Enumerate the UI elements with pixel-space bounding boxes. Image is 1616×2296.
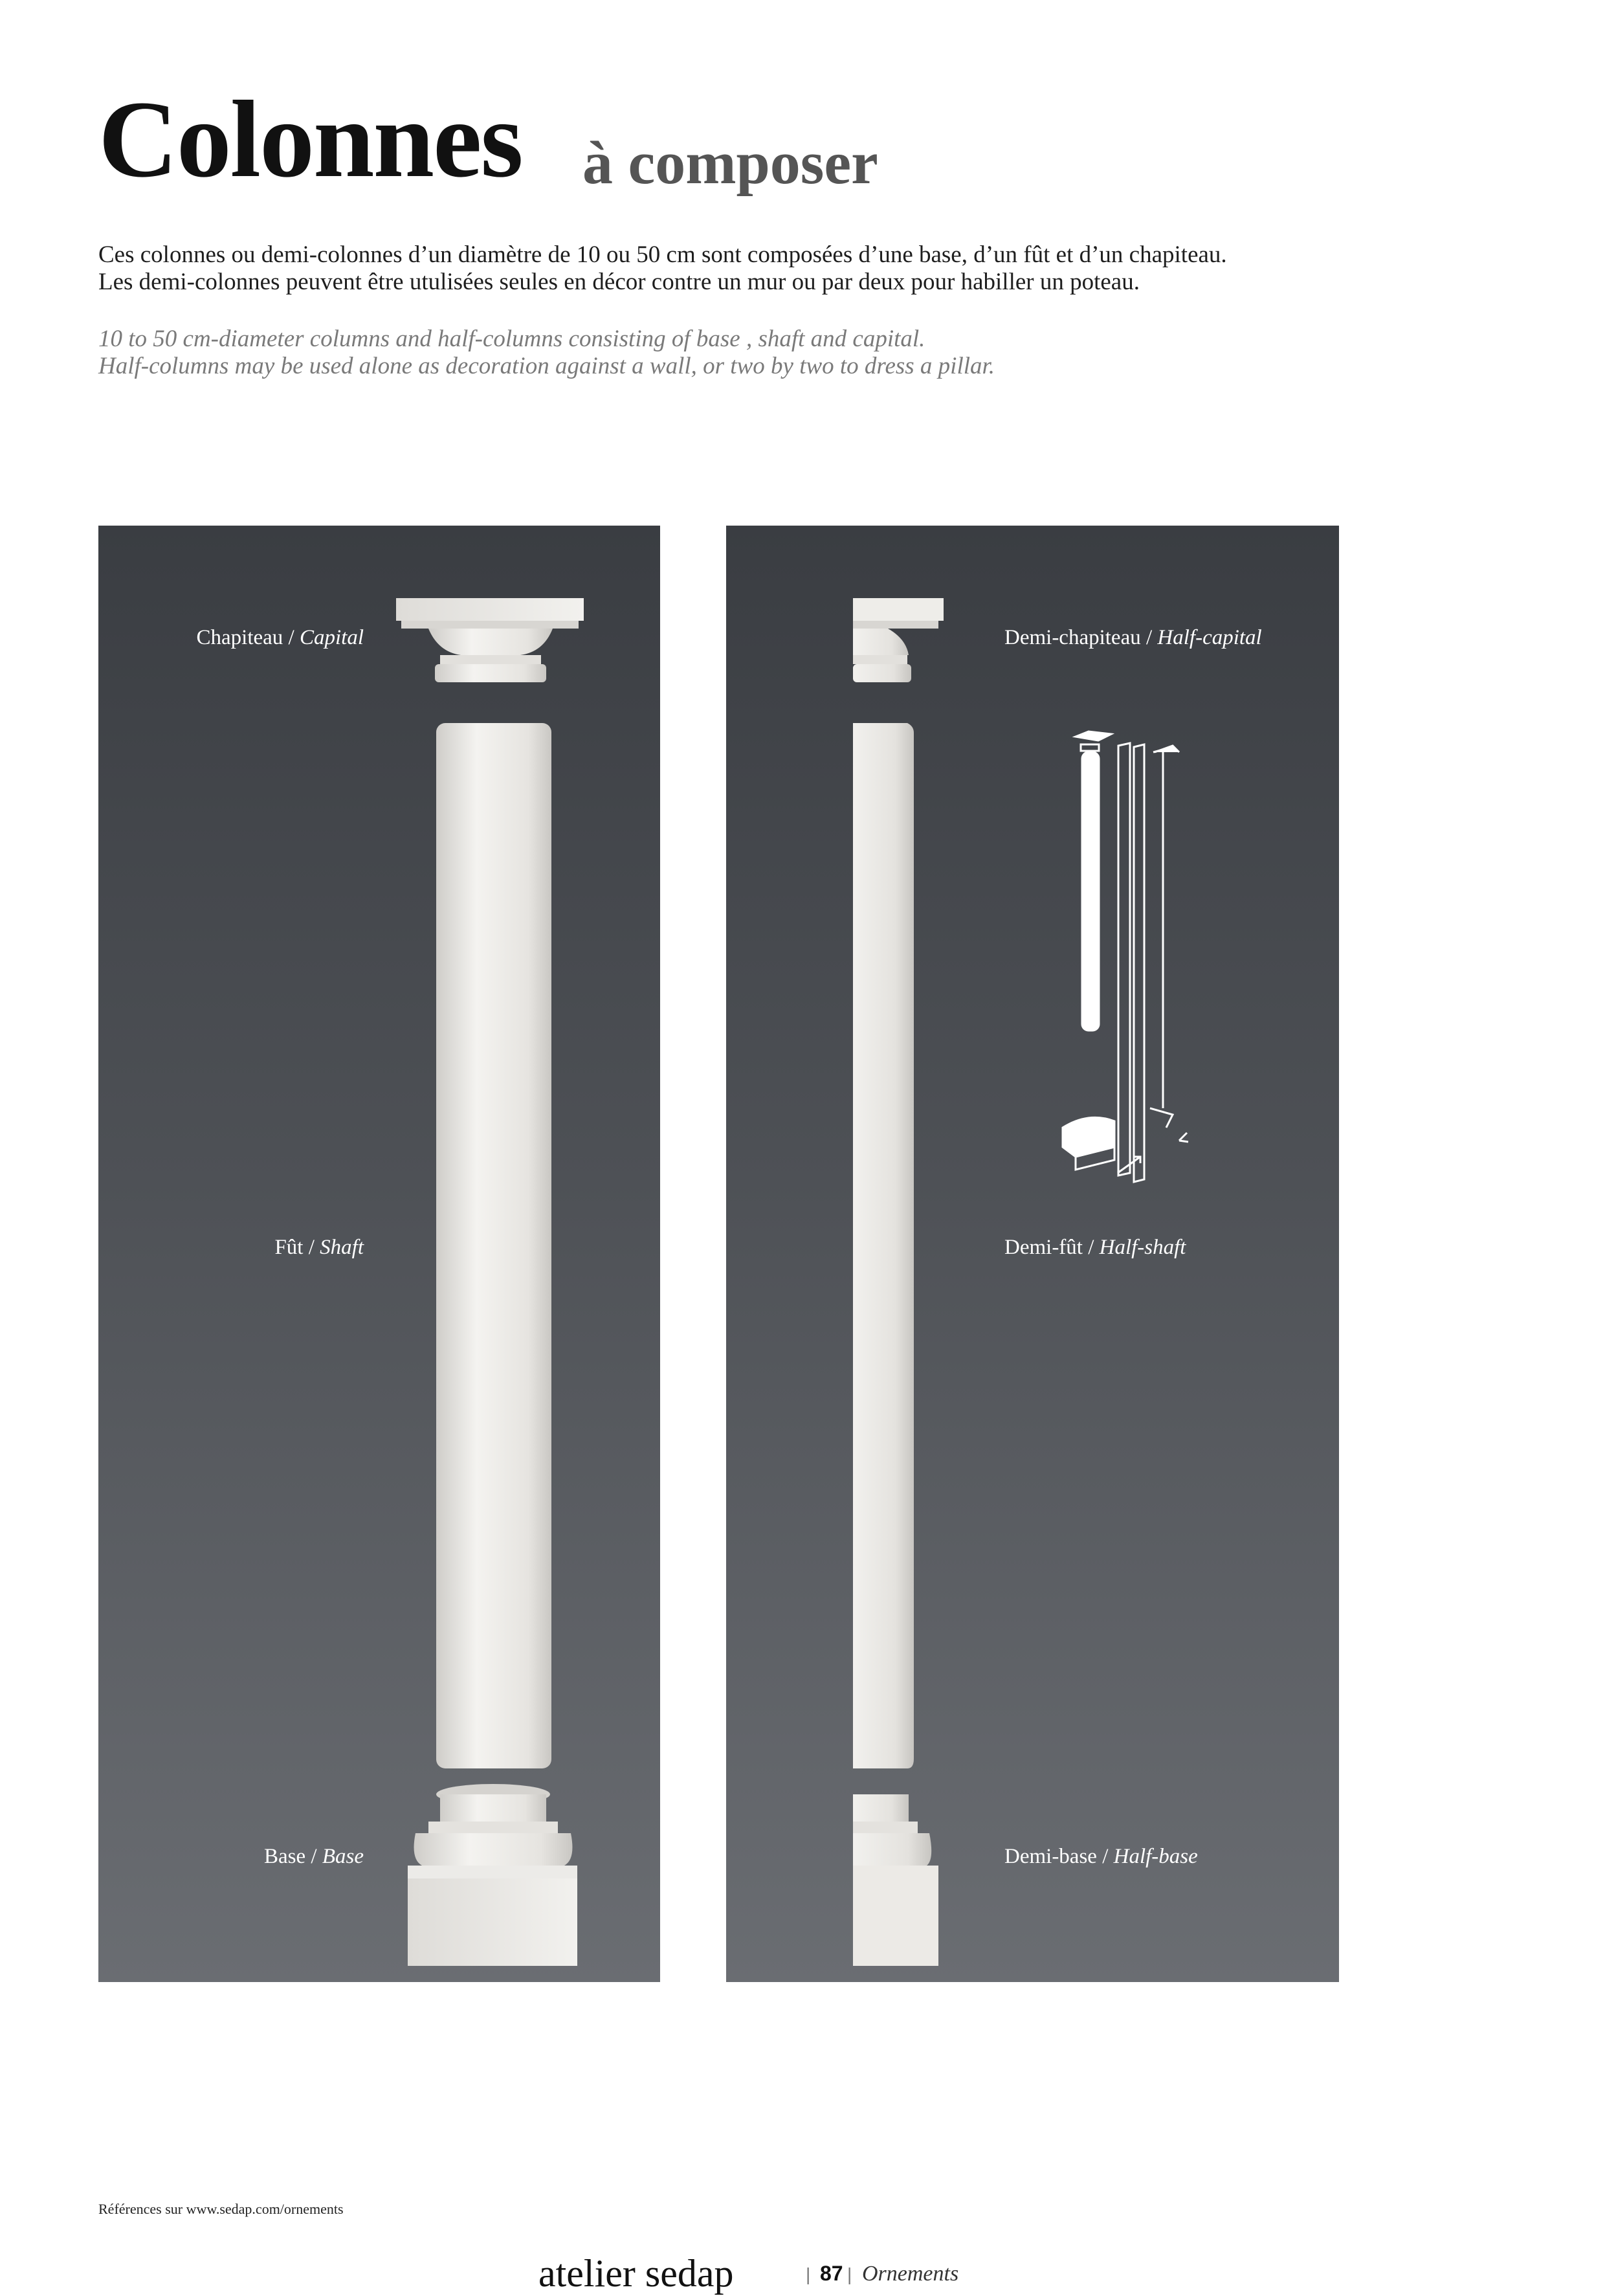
half-column-panel [726, 526, 1339, 1982]
page-subtitle: à composer [582, 129, 878, 197]
full-column-illustration [98, 526, 660, 1982]
intro-fr-line1: Ces colonnes ou demi-colonnes d’un diamètre de 10 ou 50 cm sont composées d’une base, d’un fût et d’un chapiteau. [98, 241, 1227, 268]
label-base: Base / Base [264, 1845, 364, 1868]
base-piece [408, 1784, 577, 1966]
full-column-panel [98, 526, 660, 1982]
intro-en-line1: 10 to 50 cm-diameter columns and half-columns consisting of base , shaft and capital. [98, 326, 925, 352]
brand-name: atelier sedap [538, 2252, 734, 2295]
capital-piece [396, 598, 584, 682]
footer-separator: | [806, 2264, 811, 2284]
section-name: Ornements [862, 2262, 959, 2286]
assembly-diagram [1063, 731, 1188, 1182]
label-half-capital: Demi-chapiteau / Half-capital [1004, 626, 1262, 649]
label-shaft: Fût / Shaft [274, 1236, 364, 1259]
label-half-shaft: Demi-fût / Half-shaft [1004, 1236, 1186, 1259]
footer-separator: | [847, 2264, 852, 2284]
label-half-base: Demi-base / Half-base [1004, 1845, 1198, 1868]
half-capital-piece [853, 598, 944, 682]
intro-fr-line2: Les demi-colonnes peuvent être utulisées seules en décor contre un mur ou par deux pour habiller un poteau. [98, 269, 1140, 295]
intro-en-line2: Half-columns may be used alone as decoration against a wall, or two by two to dress a pillar. [98, 353, 995, 379]
references-note: Références sur www.sedap.com/ornements [98, 2201, 344, 2217]
label-capital: Chapiteau / Capital [196, 626, 364, 649]
page-number: 87 [820, 2262, 843, 2285]
page-title: Colonnes [98, 78, 522, 200]
shaft-piece [436, 723, 551, 1768]
half-shaft-piece [853, 723, 914, 1768]
half-base-piece [853, 1794, 938, 1966]
